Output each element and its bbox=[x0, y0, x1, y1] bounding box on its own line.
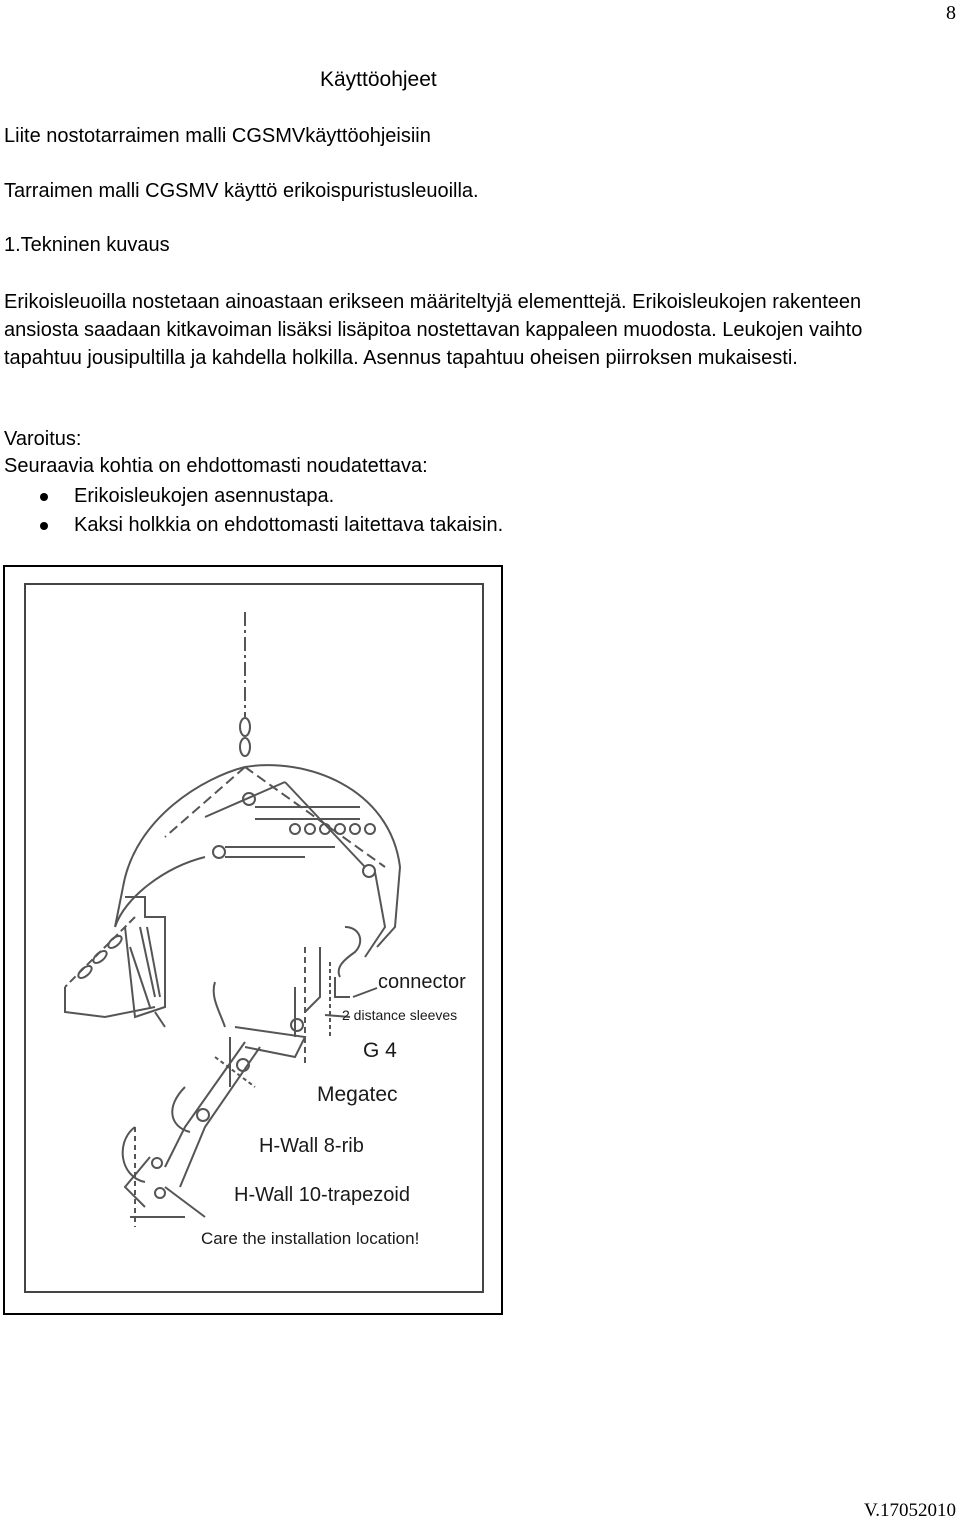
version-label: V.17052010 bbox=[863, 1500, 956, 1521]
warning-title: Varoitus: bbox=[4, 428, 82, 450]
connector-label: connector bbox=[378, 971, 466, 993]
technical-description: Erikoisleuoilla nostetaan ainoastaan erikseen määriteltyjä elementtejä. Erikoisleukojen rakenteen ansiosta saadaan kitkavoiman lisäksi lisäpitoa nostettavan kappaleen muodosta. Leukojen vaihto tapahtuu jousipultilla ja kahdella holkilla. Asennus tapahtuu oheisen piirroksen mukaisesti. bbox=[4, 291, 863, 369]
list-item bbox=[4, 511, 503, 540]
bullet-icon bbox=[40, 493, 48, 501]
appendix-line: Liite nostotarraimen malli CGSMVkäyttöohjeisiin bbox=[4, 125, 431, 147]
page-number: 8 bbox=[946, 2, 956, 24]
care-installation-label: Care the installation location! bbox=[201, 1229, 420, 1248]
warning-list bbox=[4, 482, 503, 540]
bullet-icon bbox=[40, 522, 48, 530]
h-wall-10-trapezoid-label: H-Wall 10-trapezoid bbox=[234, 1184, 410, 1206]
page-title: Käyttöohjeet bbox=[320, 68, 437, 91]
list-item bbox=[4, 482, 503, 511]
megatec-label: Megatec bbox=[317, 1083, 398, 1106]
warning-intro: Seuraavia kohtia on ehdottomasti noudatettava: bbox=[4, 455, 428, 477]
installation-figure bbox=[3, 565, 503, 1315]
distance-sleeves-label: 2 distance sleeves bbox=[342, 1007, 458, 1023]
g4-label: G 4 bbox=[363, 1039, 397, 1062]
h-wall-8-rib-label: H-Wall 8-rib bbox=[259, 1135, 364, 1157]
model-use-line: Tarraimen malli CGSMV käyttö erikoispuristusleuoilla. bbox=[4, 180, 479, 202]
section-heading: 1.Tekninen kuvaus bbox=[4, 234, 170, 256]
list-item-text: Erikoisleukojen asennustapa. bbox=[74, 485, 335, 507]
list-item-text: Kaksi holkkia on ehdottomasti laitettava takaisin. bbox=[74, 514, 504, 536]
